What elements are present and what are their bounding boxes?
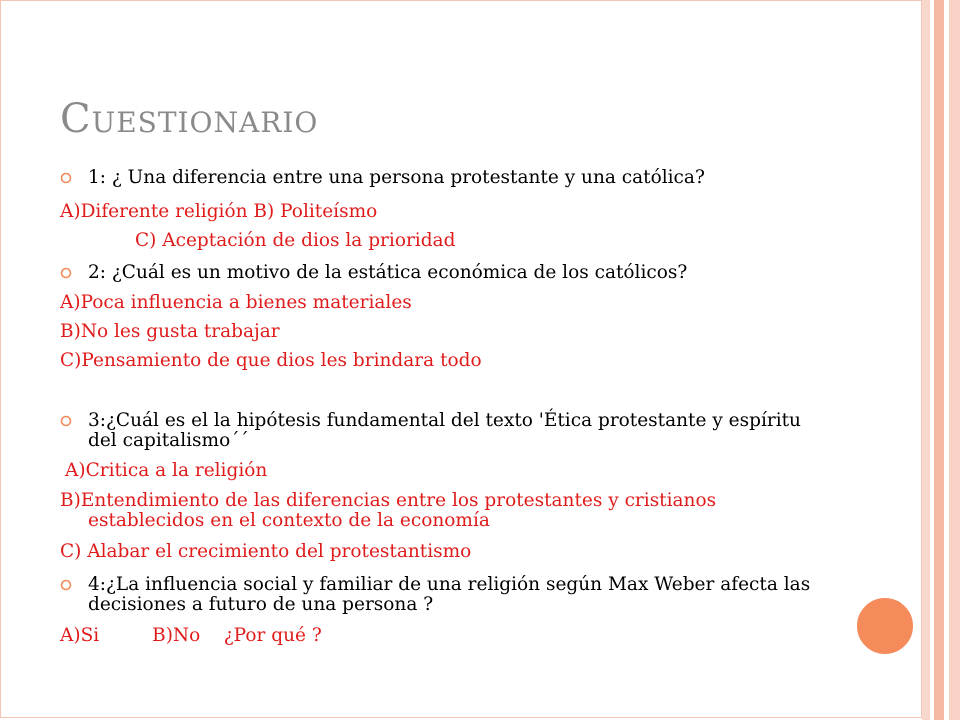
answer-line: C) Alabar el crecimiento del protestantismo	[60, 541, 472, 562]
circle-bullet-icon	[60, 415, 72, 427]
slide-title: Cuestionario	[60, 96, 319, 142]
decor-stripe	[934, 0, 944, 720]
question-3: 3:¿Cuál es el la hipótesis fundamental del texto 'Ética protestante y espíritu del capitalismo´´	[60, 411, 828, 451]
accent-circle	[855, 596, 915, 656]
question-1: 1: ¿ Una diferencia entre una persona protestante y una católica?	[60, 168, 705, 188]
question-4: 4:¿La influencia social y familiar de una religión según Max Weber afecta las decisiones a futuro de una persona ?	[60, 575, 828, 615]
answer-line: B)No les gusta trabajar	[60, 321, 280, 342]
answer-line: B)Entendimiento de las diferencias entre los protestantes y cristianos establecidos en el contexto de la economía	[60, 490, 717, 531]
answer-line: C)Pensamiento de que dios les brindara todo	[60, 350, 482, 371]
answer-line: A)Poca influencia a bienes materiales	[60, 292, 412, 313]
answer-line: A)Si B)No ¿Por qué ?	[60, 625, 322, 646]
question-2: 2: ¿Cuál es un motivo de la estática económica de los católicos?	[60, 263, 687, 283]
answer-line: A)Critica a la religión	[65, 460, 268, 481]
decor-stripe	[922, 0, 930, 720]
circle-bullet-icon	[60, 267, 72, 279]
circle-bullet-icon	[60, 172, 72, 184]
answer-line: A)Diferente religión B) Politeísmo	[60, 201, 378, 222]
circle-bullet-icon	[60, 579, 72, 591]
decor-stripe	[949, 0, 960, 720]
answer-line: C) Aceptación de dios la prioridad	[135, 230, 456, 251]
